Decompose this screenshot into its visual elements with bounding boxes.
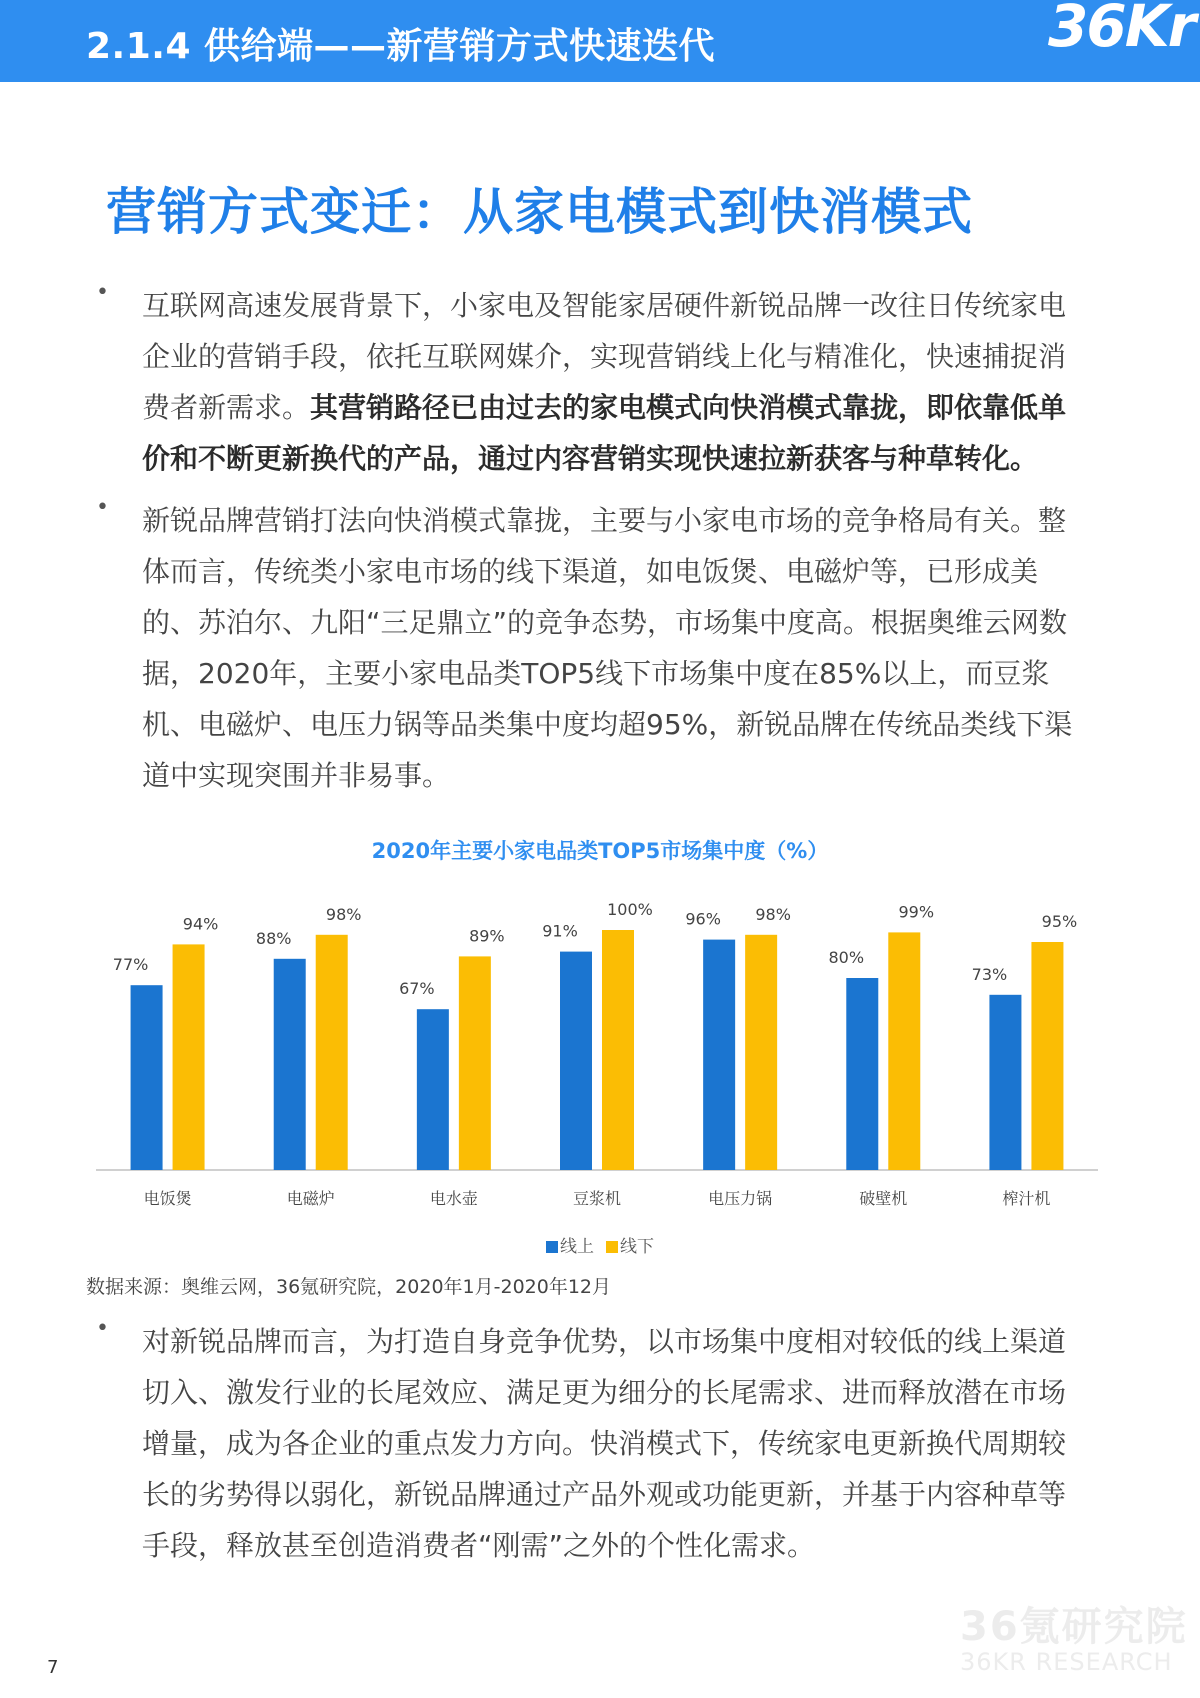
legend-swatch-offline	[606, 1241, 618, 1253]
bullet-icon: •	[96, 280, 109, 305]
brand-logo: 36Kr	[1048, 0, 1195, 60]
paragraph-normal-text: 新锐品牌营销打法向快消模式靠拢，主要与小家电市场的竞争格局有关。整体而言，传统类小家电市场的线下渠道，如电饭煲、电磁炉等，已形成美的、苏泊尔、九阳“三足鼎立”的竞争态势，市场集中度高。根据奥维云网数据，2020年，主要小家电品类TOP5线下市场集中度在85%以上，而豆浆机、电磁炉、电压力锅等品类集中度均超95%，新锐品牌在传统品类线下渠道中实现突围并非易事。	[142, 504, 1073, 792]
category-label: 电水壶	[429, 1189, 478, 1208]
data-label: 94%	[182, 914, 219, 934]
bar-online	[417, 1009, 449, 1170]
paragraph-normal-text: 对新锐品牌而言，为打造自身竞争优势，以市场集中度相对较低的线上渠道切入、激发行业的长尾效应、满足更为细分的长尾需求、进而释放潜在市场增量，成为各企业的重点发力方向。快消模式下，传统家电更新换代周期较长的劣势得以弱化，新锐品牌通过产品外观或功能更新，并基于内容种草等手段，释放甚至创造消费者“刚需”之外的个性化需求。	[142, 1325, 1067, 1562]
bar-offline	[1031, 942, 1063, 1170]
data-label: 88%	[255, 928, 292, 948]
data-label: 67%	[399, 979, 435, 999]
page-number: 7	[47, 1657, 59, 1678]
chart-title: 2020年主要小家电品类TOP5市场集中度（%）	[371, 839, 829, 863]
data-label: 91%	[542, 921, 578, 941]
category-label: 电饭煲	[143, 1189, 192, 1208]
category-label: 电压力锅	[708, 1189, 773, 1208]
paragraph-text	[142, 280, 1090, 484]
paragraph-bold-text: 其营销路径已由过去的家电模式向快消模式靠拢，即依靠低单价和不断更新换代的产品，通过内容营销实现快速拉新获客与种草转化。	[142, 391, 1067, 475]
paragraph-text	[142, 495, 1090, 801]
legend-item-offline	[606, 1237, 654, 1257]
legend-swatch-online	[546, 1241, 558, 1253]
data-label: 73%	[971, 964, 1008, 984]
bar-offline	[316, 935, 348, 1170]
paragraph-3	[96, 1316, 1096, 1571]
bar-offline	[745, 935, 777, 1170]
category-label: 榨汁机	[1002, 1189, 1051, 1208]
legend-label-online: 线上	[560, 1237, 594, 1257]
watermark-subtitle: 36KR RESEARCH	[960, 1648, 1173, 1676]
bar-offline	[459, 956, 491, 1170]
data-label: 100%	[607, 900, 653, 919]
bar-online	[703, 940, 735, 1170]
bullet-icon: •	[96, 495, 109, 520]
paragraph-normal-text: 互联网高速发展背景下，小家电及智能家居硬件新锐品牌一改往日传统家电企业的营销手段，依托互联网媒介，实现营销线上化与精准化，快速捕捉消费者新需求。	[142, 289, 1067, 424]
bullet-icon: •	[96, 1316, 109, 1341]
page-title: 营销方式变迁：从家电模式到快消模式	[106, 183, 973, 241]
data-label: 99%	[898, 902, 935, 922]
bar-chart	[0, 870, 1200, 1220]
watermark	[960, 1595, 1188, 1676]
category-label: 破壁机	[859, 1189, 908, 1208]
header-bar	[0, 0, 1200, 82]
legend-item-online	[546, 1237, 594, 1257]
bar-online	[131, 985, 163, 1170]
data-label: 98%	[325, 904, 362, 924]
data-label: 80%	[828, 948, 865, 967]
legend-label-offline: 线下	[620, 1237, 654, 1257]
data-label: 95%	[1041, 912, 1078, 931]
paragraph-text	[142, 1316, 1090, 1571]
bar-offline	[602, 930, 634, 1170]
paragraph-1	[96, 280, 1096, 484]
bar-online	[846, 978, 878, 1170]
section-title: 2.1.4 供给端——新营销方式快速迭代	[86, 26, 716, 67]
data-label: 98%	[755, 904, 791, 924]
bar-online	[560, 952, 592, 1170]
bar-online	[989, 995, 1021, 1170]
category-label: 豆浆机	[572, 1189, 622, 1208]
chart-legend	[0, 1232, 1200, 1257]
data-source: 数据来源：奥维云网，36氪研究院，2020年1月-2020年12月	[86, 1276, 612, 1298]
bar-offline	[888, 932, 920, 1170]
data-label: 96%	[685, 909, 721, 929]
watermark-title: 36氪研究院	[960, 1604, 1188, 1650]
paragraph-2	[96, 495, 1096, 801]
category-label: 电磁炉	[286, 1189, 335, 1208]
data-label: 89%	[469, 926, 505, 946]
data-label: 77%	[112, 955, 149, 975]
bar-online	[274, 959, 306, 1170]
bar-offline	[173, 944, 205, 1170]
